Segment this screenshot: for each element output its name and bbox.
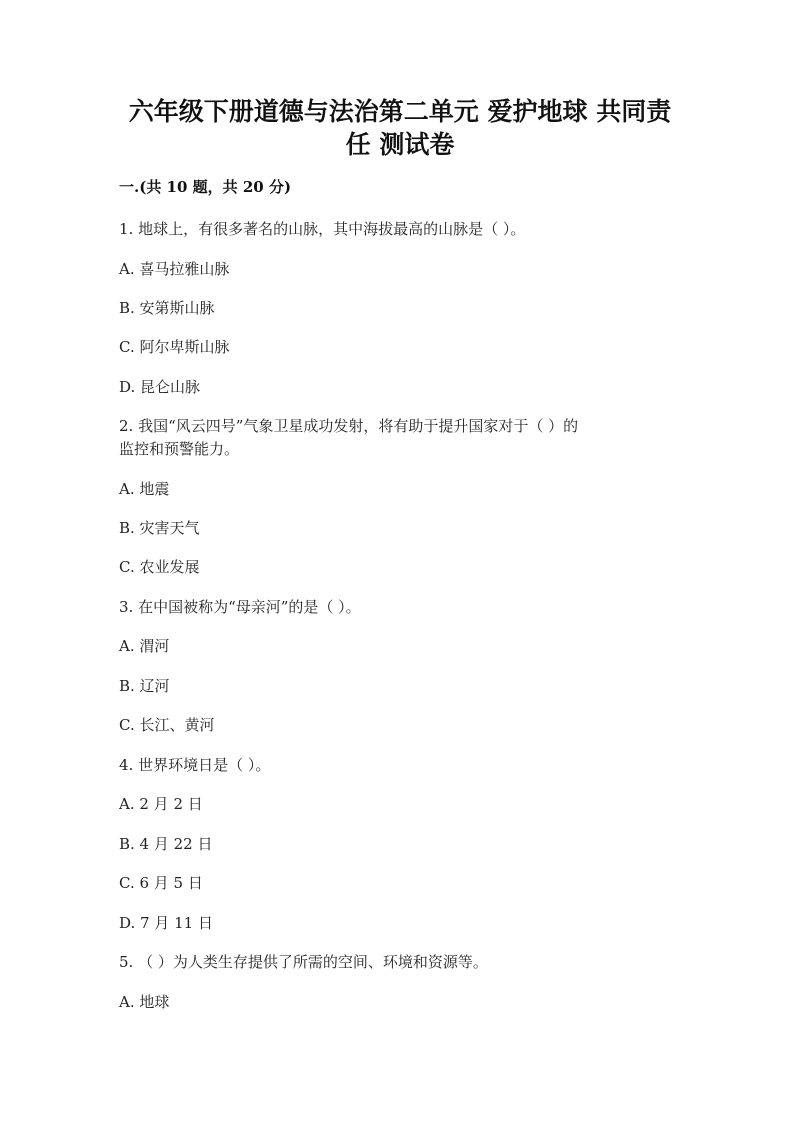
question-2-stem-line-2: 监控和预警能力。 — [119, 440, 240, 458]
question-4-option-b: B. 4 月 22 日 — [119, 835, 213, 853]
question-5-stem: 5. （ ）为人类生存提供了所需的空间、环境和资源等。 — [119, 953, 488, 971]
question-2-stem-line-1: 2. 我国“风云四号”气象卫星成功发射，将有助于提升国家对于（ ）的 — [119, 417, 579, 435]
question-2-option-a: A. 地震 — [119, 480, 170, 498]
question-1-stem: 1. 地球上，有很多著名的山脉，其中海拔最高的山脉是（ ）。 — [119, 220, 526, 238]
question-1-option-a: A. 喜马拉雅山脉 — [119, 260, 230, 278]
question-4-option-a: A. 2 月 2 日 — [119, 795, 203, 813]
question-3-stem: 3. 在中国被称为“母亲河”的是（ ）。 — [119, 598, 361, 616]
question-5-option-a: A. 地球 — [119, 993, 170, 1011]
question-3-option-c: C. 长江、黄河 — [119, 716, 215, 734]
question-2-option-c: C. 农业发展 — [119, 558, 200, 576]
question-1-option-c: C. 阿尔卑斯山脉 — [119, 338, 230, 356]
question-1-option-d: D. 昆仑山脉 — [119, 378, 201, 396]
page-title-line-2: 任 测试卷 — [345, 130, 455, 159]
section-heading: 一.(共 10 题，共 20 分) — [119, 178, 292, 196]
question-3-option-b: B. 辽河 — [119, 677, 170, 695]
question-4-option-c: C. 6 月 5 日 — [119, 874, 203, 892]
question-1-option-b: B. 安第斯山脉 — [119, 299, 215, 317]
page-title-line-1: 六年级下册道德与法治第二单元 爱护地球 共同责 — [128, 97, 672, 126]
question-4-option-d: D. 7 月 11 日 — [119, 914, 213, 932]
question-2-option-b: B. 灾害天气 — [119, 519, 200, 537]
question-4-stem: 4. 世界环境日是（ ）。 — [119, 756, 271, 774]
question-3-option-a: A. 渭河 — [119, 637, 170, 655]
